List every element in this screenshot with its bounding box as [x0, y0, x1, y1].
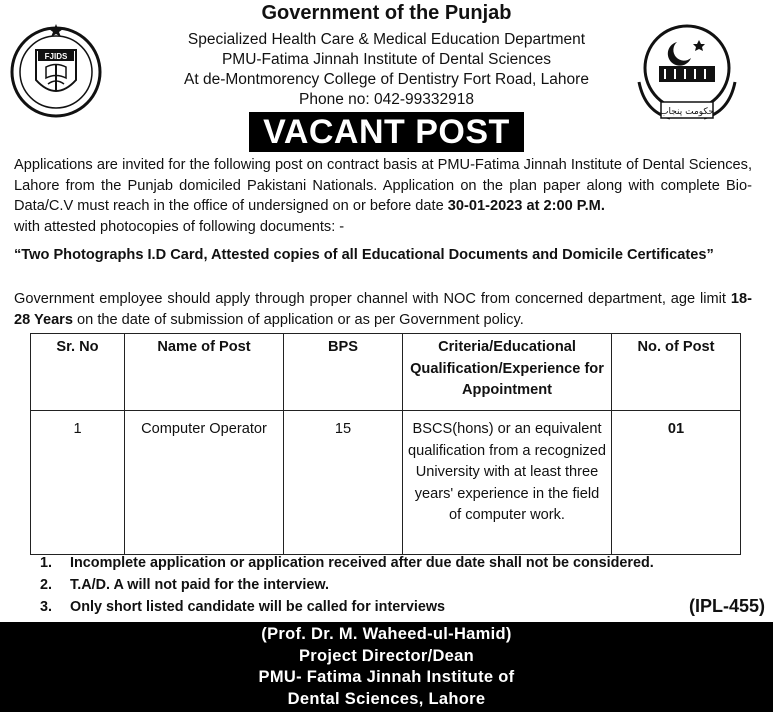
institute-name: PMU-Fatima Jinnah Institute of Dental Sciences: [221, 51, 552, 68]
age-limit: 18-28 Years: [14, 291, 752, 328]
note-text: Incomplete application or application received after due date shall not be considered.: [70, 555, 654, 571]
table-row: [31, 411, 741, 555]
note-number: 2.: [40, 577, 53, 593]
cell-sr-no: 1: [31, 411, 125, 555]
table-header-row: [31, 334, 741, 411]
intro-paragraph: [14, 155, 752, 237]
cell-post-name: Computer Operator: [125, 411, 284, 555]
documents-required: “Two Photographs I.D Card, Attested copies of all Educational Documents and Domicile Certificates”: [14, 247, 714, 263]
signatory-designation: Project Director/Dean: [298, 646, 475, 665]
col-post-name: Name of Post: [125, 334, 284, 411]
list-item: [40, 574, 654, 596]
list-item: [40, 596, 654, 618]
notes-list: [40, 552, 654, 618]
institute-address: At de-Montmorency College of Dentistry Fort Road, Lahore: [184, 71, 589, 88]
deadline-at: at: [522, 198, 544, 214]
department-name: Specialized Health Care & Medical Education Department: [187, 31, 586, 48]
col-criteria: Criteria/Educational Qualification/Experience for Appointment: [403, 334, 612, 411]
phone-number: Phone no: 042-99332918: [299, 91, 474, 108]
eligibility-text-2: on the date of submission of application or as per Government policy.: [72, 311, 524, 328]
fjids-logo-text: FJIDS: [44, 52, 68, 61]
col-bps: BPS: [284, 334, 403, 411]
eligibility-paragraph: [14, 289, 752, 330]
vacancy-table: [30, 333, 741, 555]
cell-bps: 15: [284, 411, 403, 555]
note-number: 3.: [40, 599, 53, 615]
signatory-name: (Prof. Dr. M. Waheed-ul-Hamid): [261, 625, 512, 643]
intro-text: Applications are invited for the following post on contract basis at PMU-Fatima Jinnah Institute of Dental Sciences, Lahore from the Punjab domiciled Pakistani Nationals. Application on the plan paper along with complete Bio-Data/C.V must reach in the office of undersigned on or before date: [14, 157, 752, 214]
signature-block: [0, 622, 773, 712]
vacant-post-banner: [0, 112, 773, 152]
note-number: 1.: [40, 555, 53, 571]
col-no-of-post: No. of Post: [612, 334, 741, 411]
reference-number: (IPL-455): [688, 596, 765, 616]
intro-text-2: with attested photocopies of following documents: -: [14, 218, 345, 235]
punjab-logo-text: حکومت پنجاب: [660, 107, 714, 117]
deadline-date: 30-01-2023: [447, 198, 523, 214]
signatory-institute: PMU- Fatima Jinnah Institute of: [258, 668, 515, 686]
note-text: Only short listed candidate will be called for interviews: [70, 599, 446, 615]
note-text: T.A/D. A will not paid for the interview.: [70, 577, 330, 593]
cell-no-of-post: 01: [612, 411, 741, 555]
col-sr-no: Sr. No: [31, 334, 125, 411]
list-item: [40, 552, 654, 574]
signatory-institute-2: Dental Sciences, Lahore: [287, 689, 486, 708]
eligibility-text: Government employee should apply through proper channel with NOC from concerned department, age limit: [14, 291, 731, 307]
cell-criteria: BSCS(hons) or an equivalent qualification from a recognized University with at least three years' experience in the field of computer work.: [403, 411, 612, 555]
header-title: Government of the Punjab: [261, 2, 512, 24]
deadline-time: 2:00 P.M.: [543, 198, 605, 214]
banner-text: VACANT POST: [249, 112, 524, 152]
